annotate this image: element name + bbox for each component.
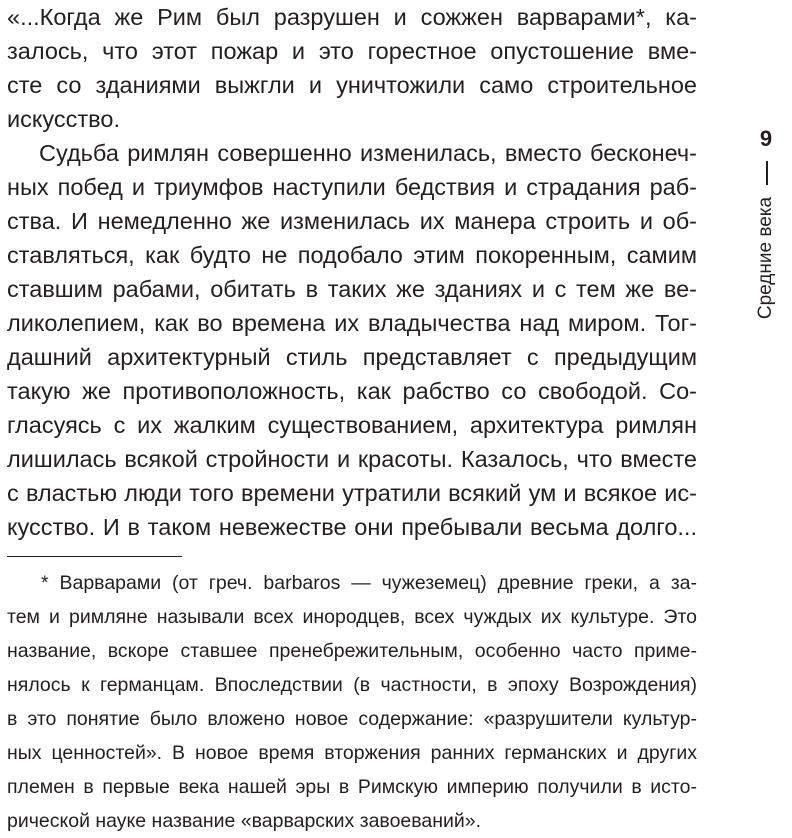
text-line: искусство. xyxy=(7,106,120,132)
footnote-line: ных ценностей». В новое время вторжения ранних германских и других xyxy=(7,742,697,764)
main-text-block xyxy=(7,0,697,544)
text-line: с властью люди того времени утратили всякий ум и всякое ис- xyxy=(7,480,697,506)
text-line: ства. И немедленно же изменилась их манера строить и об- xyxy=(7,208,697,234)
text-line: такую же противоположность, как рабство со свободой. Со- xyxy=(7,378,697,404)
footnote-block xyxy=(7,566,697,838)
text-line: залось, что этот пожар и это горестное опустошение вме- xyxy=(7,38,697,64)
text-line: ликолепием, как во времена их владычества над миром. Тог- xyxy=(7,310,697,336)
text-line: ставшим рабами, обитать в таких же зданиях и с тем же ве- xyxy=(7,276,697,302)
text-line: гласуясь с их жалким существованием, архитектура римлян xyxy=(7,412,697,438)
footnote-line: в это понятие было вложено новое содержание: «разрушители культур- xyxy=(7,708,697,730)
text-line: Судьба римлян совершенно изменилась, вместо бесконеч- xyxy=(39,140,697,166)
running-head: Средние века xyxy=(755,196,776,320)
text-line: кусство. И в таком невежестве они пребывали весьма долго... xyxy=(7,514,697,540)
footnote-line: нялось к германцам. Впоследствии (в частности, в эпоху Возрождения) xyxy=(7,674,697,696)
text-line: ных побед и триумфов наступили бедствия и страдания раб- xyxy=(7,174,697,200)
footnote-line: * Варварами (от греч. barbaros — чужеземец) древние греки, а за- xyxy=(41,572,697,594)
footnote-line: рической науке название «варварских завоеваний». xyxy=(7,810,482,832)
text-line: «...Когда же Рим был разрушен и сожжен варварами*, ка- xyxy=(7,4,697,30)
text-line: дашний архитектурный стиль представляет с предыдущим xyxy=(7,344,697,370)
page-number: 9 xyxy=(759,126,773,151)
footnote-line: название, вскоре ставшее пренебрежительным, особенно часто приме- xyxy=(7,640,697,662)
footnote-separator xyxy=(7,556,182,557)
footnote-line: тем и римляне называли всех инородцев, всех чуждых их культуре. Это xyxy=(7,606,697,628)
text-line: лишилась всякой стройности и красоты. Казалось, что вместе xyxy=(7,446,697,472)
footnote-line: племен в первые века нашей эры в Римскую империю получили в исто- xyxy=(7,776,697,798)
text-line: сте со зданиями выжгли и уничтожили само строительное xyxy=(7,72,697,98)
text-line: ставляться, как будто не подобало этим покоренным, самим xyxy=(7,242,697,268)
